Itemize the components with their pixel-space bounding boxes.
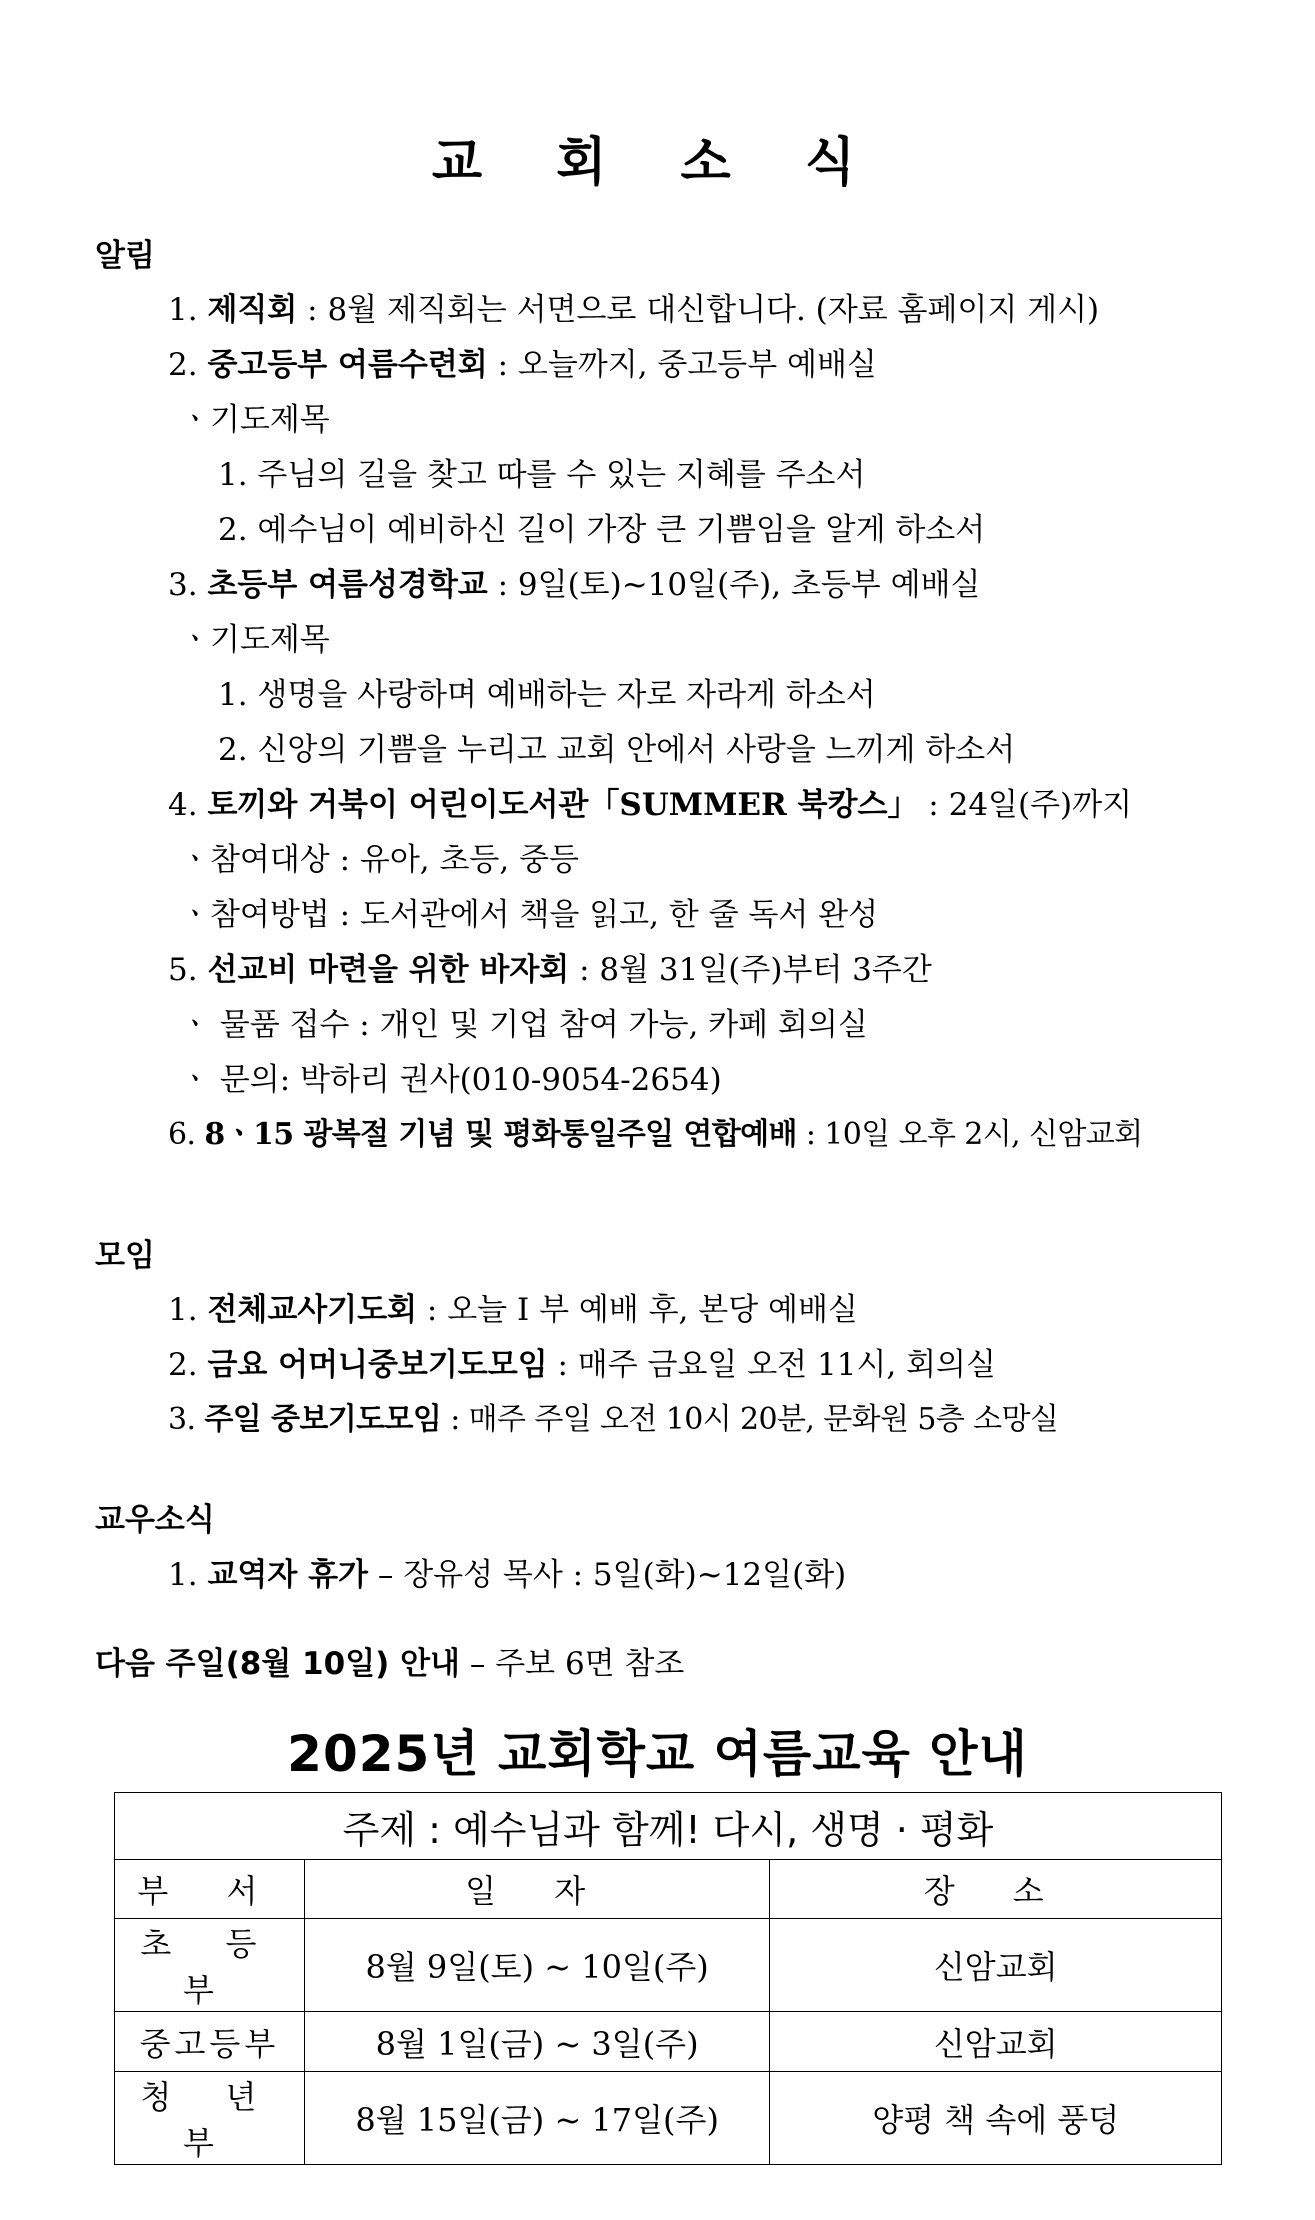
announcement-bullet: ㆍ기도제목 bbox=[180, 402, 330, 438]
announcement-item: 6. 8ㆍ15 광복절 기념 및 평화통일주일 연합예배 : 10일 오후 2시, 신암교회 bbox=[168, 1117, 1143, 1152]
header-dept: 부 서 bbox=[115, 1860, 305, 1919]
date-cell: 8월 1일(금) ~ 3일(주) bbox=[304, 2012, 770, 2072]
dept-cell: 초 등 부 bbox=[115, 1919, 305, 2012]
meeting-item: 1. 전체교사기도회 : 오늘 I 부 예배 후, 본당 예배실 bbox=[168, 1292, 858, 1328]
date-cell: 8월 9일(토) ~ 10일(주) bbox=[304, 1919, 770, 2012]
section-heading-meetings: 모임 bbox=[95, 1238, 155, 1274]
dept-cell: 청 년 부 bbox=[115, 2072, 305, 2165]
announcement-item: 4. 토끼와 거북이 어린이도서관「SUMMER 북캉스」 : 24일(주)까지 bbox=[168, 787, 1133, 823]
announcement-bullet: ㆍ참여방법 : 도서관에서 책을 읽고, 한 줄 독서 완성 bbox=[180, 897, 879, 933]
announcement-item: 5. 선교비 마련을 위한 바자회 : 8월 31일(주)부터 3주간 bbox=[168, 952, 932, 988]
section-heading-member-news: 교우소식 bbox=[95, 1502, 215, 1538]
meeting-item: 3. 주일 중보기도모임 : 매주 주일 오전 10시 20분, 문화원 5층 소망실 bbox=[168, 1402, 1059, 1437]
theme-cell: 주제 : 예수님과 함께! 다시, 생명 · 평화 bbox=[115, 1793, 1222, 1860]
place-cell: 양평 책 속에 풍덩 bbox=[770, 2072, 1222, 2165]
summer-education-table bbox=[114, 1792, 1222, 2165]
announcement-bullet: ㆍ기도제목 bbox=[180, 622, 330, 658]
dept-cell: 중고등부 bbox=[115, 2012, 305, 2072]
announcement-bullet: ㆍ 문의: 박하리 권사(010-9054-2654) bbox=[180, 1062, 722, 1098]
meeting-item: 2. 금요 어머니중보기도모임 : 매주 금요일 오전 11시, 회의실 bbox=[168, 1347, 996, 1383]
member-news-item: 1. 교역자 휴가 – 장유성 목사 : 5일(화)~12일(화) bbox=[168, 1557, 847, 1593]
place-cell: 신암교회 bbox=[770, 1919, 1222, 2012]
announcement-bullet: ㆍ참여대상 : 유아, 초등, 중등 bbox=[180, 842, 579, 878]
table-header-row bbox=[115, 1860, 1222, 1919]
announcement-item: 2. 중고등부 여름수련회 : 오늘까지, 중고등부 예배실 bbox=[168, 347, 877, 383]
table-row bbox=[115, 2012, 1222, 2072]
next-sunday-text: – 주보 6면 참조 bbox=[460, 1646, 685, 1682]
date-cell: 8월 15일(금) ~ 17일(주) bbox=[304, 2072, 770, 2165]
page-title: 교 회 소 식 bbox=[431, 133, 884, 193]
table-row bbox=[115, 2072, 1222, 2165]
summer-education-title: 2025년 교회학교 여름교육 안내 bbox=[287, 1725, 1028, 1783]
theme-row bbox=[115, 1793, 1222, 1860]
prayer-item: 2. 신앙의 기쁨을 누리고 교회 안에서 사랑을 느끼게 하소서 bbox=[218, 732, 1016, 768]
prayer-item: 1. 생명을 사랑하며 예배하는 자로 자라게 하소서 bbox=[218, 677, 876, 713]
announcement-bullet: ㆍ 물품 접수 : 개인 및 기업 참여 가능, 카페 회의실 bbox=[180, 1007, 868, 1043]
section-heading-announcements: 알림 bbox=[95, 238, 155, 274]
header-date: 일 자 bbox=[304, 1860, 770, 1919]
prayer-item: 2. 예수님이 예비하신 길이 가장 큰 기쁨임을 알게 하소서 bbox=[218, 512, 986, 548]
next-sunday-notice bbox=[95, 1642, 684, 1686]
next-sunday-label: 다음 주일(8월 10일) 안내 bbox=[95, 1646, 460, 1682]
table-row bbox=[115, 1919, 1222, 2012]
place-cell: 신암교회 bbox=[770, 2012, 1222, 2072]
announcement-item: 1. 제직회 : 8월 제직회는 서면으로 대신합니다. (자료 홈페이지 게시) bbox=[168, 292, 1100, 328]
prayer-item: 1. 주님의 길을 찾고 따를 수 있는 지혜를 주소서 bbox=[218, 457, 866, 493]
header-place: 장 소 bbox=[770, 1860, 1222, 1919]
announcement-item: 3. 초등부 여름성경학교 : 9일(토)~10일(주), 초등부 예배실 bbox=[168, 567, 981, 603]
